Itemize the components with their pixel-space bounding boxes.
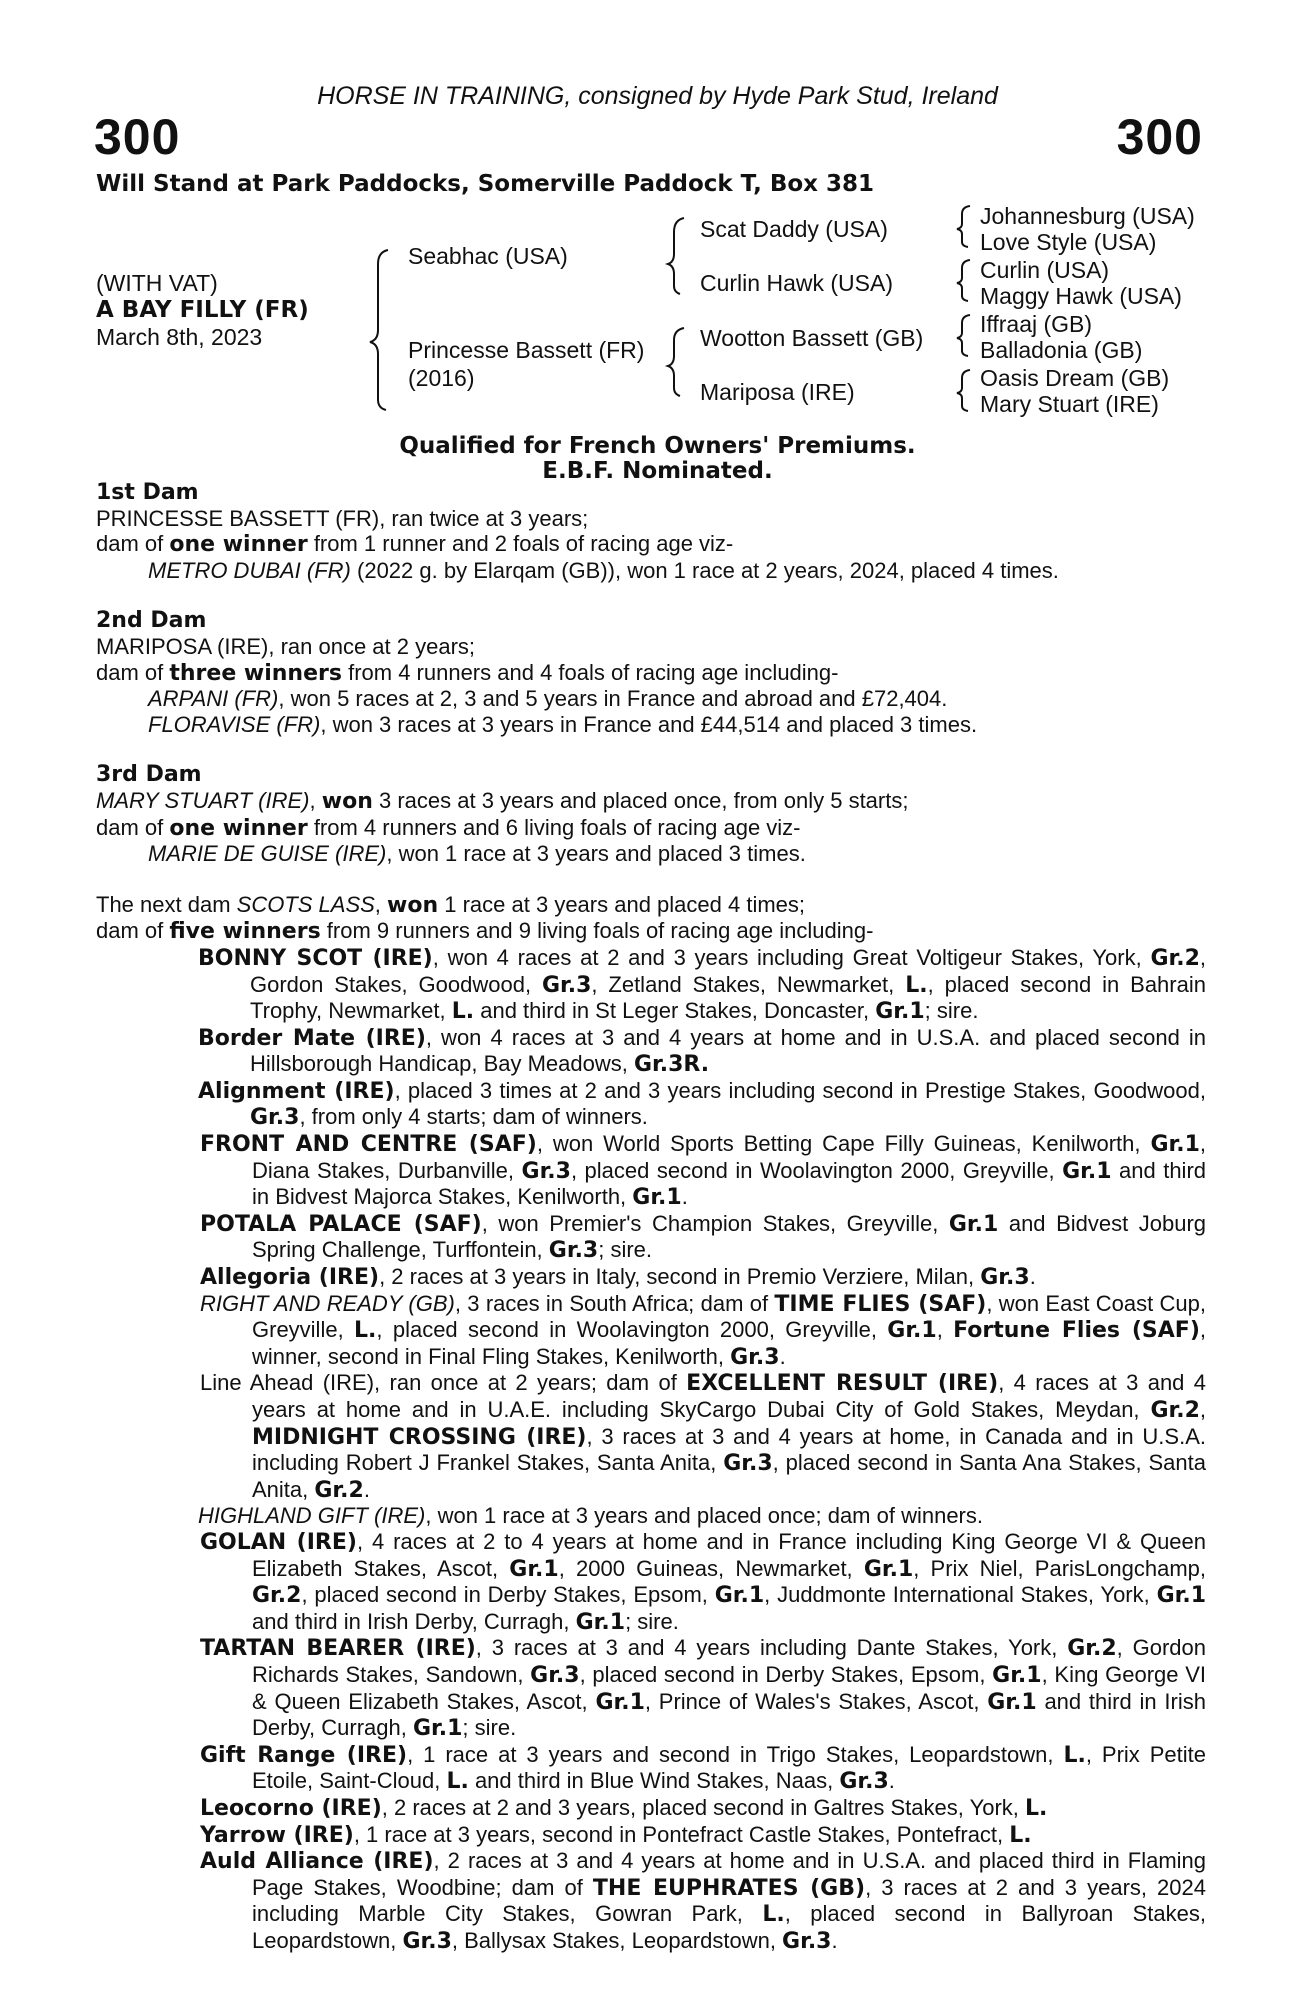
lot-number-right: 300 [1116, 109, 1203, 165]
pedigree-g8: Mary Stuart (IRE) [980, 391, 1159, 417]
produce-auld-alliance: Auld Alliance (IRE), 2 races at 3 and 4 years at home and in U.S.A. and placed third in Flaming Page Stakes, Woodbine; dam of THE EUPHRATES (GB), 3 races at 2 and 3 years, 2024 including Marble City Stakes, Gowran Park, L., placed second in Ballyroan Stakes, Leopardstown, Gr.3, Ballysax Stakes, Leopardstown, Gr.3. [200, 1848, 1207, 1954]
next-dam-line-2: dam of five winners from 9 runners and 9 living foals of racing age including- [96, 918, 874, 945]
first-dam-heading: 1st Dam [96, 480, 199, 505]
first-dam-line-2: dam of one winner from 1 runner and 2 foals of racing age viz- [96, 531, 734, 558]
produce-yarrow: Yarrow (IRE), 1 race at 3 years, second in Pontefract Castle Stakes, Pontefract, L. [200, 1821, 1032, 1848]
catalogue-body [96, 480, 1206, 1954]
produce-highland-gift: HIGHLAND GIFT (IRE), won 1 race at 3 years and placed once; dam of winners. [198, 1503, 983, 1529]
produce-tartan-bearer: TARTAN BEARER (IRE), 3 races at 3 and 4 years including Dante Stakes, York, Gr.2, Gordon Richards Stakes, Sandown, Gr.3, placed second in Derby Stakes, Epsom, Gr.1, King George VI & Queen Elizabeth Stakes, Ascot, Gr.1, Prince of Wales's Stakes, Ascot, Gr.1 and third in Irish Derby, Curragh, Gr.1; sire. [200, 1635, 1206, 1742]
produce-gift-range: Gift Range (IRE), 1 race at 3 years and second in Trigo Stakes, Leopardstown, L., Prix Petite Etoile, Saint-Cloud, L. and third in Blue Wind Stakes, Naas, Gr.3. [200, 1741, 1206, 1795]
horse-name: A BAY FILLY (FR) [96, 297, 309, 323]
produce-potala-palace: POTALA PALACE (SAF), won Premier's Champion Stakes, Greyville, Gr.1 and Bidvest Joburg Spring Challenge, Turffontein, Gr.3; sire. [200, 1210, 1207, 1264]
second-dam-line-2: dam of three winners from 4 runners and 4 foals of racing age including- [96, 659, 839, 686]
pedigree-g1: Johannesburg (USA) [980, 203, 1195, 229]
produce-leocorno: Leocorno (IRE), 2 races at 2 and 3 years, placed second in Galtres Stakes, York, L. [200, 1794, 1048, 1821]
pedigree-g5: Iffraaj (GB) [980, 311, 1093, 337]
bracket-g12 [957, 206, 970, 247]
second-dam-heading: 2nd Dam [96, 608, 207, 634]
premiums-note: Qualified for French Owners' Premiums. [399, 433, 916, 459]
pedigree-dam-sire: Wootton Bassett (GB) [700, 325, 924, 351]
consignment-line: HORSE IN TRAINING, consigned by Hyde Park Stud, Ireland [317, 82, 998, 110]
produce-alignment: Alignment (IRE), placed 3 times at 2 and 3 years including second in Prestige Stakes, Goodwood, Gr.3, from only 4 starts; dam of winners. [198, 1077, 1206, 1131]
produce-line-ahead: Line Ahead (IRE), ran once at 2 years; dam of EXCELLENT RESULT (IRE), 4 races at 3 and 4 years at home and in U.A.E. including SkyCargo Dubai City of Gold Stakes, Meydan, Gr.2, MIDNIGHT CROSSING (IRE), 3 races at 3 and 4 years at home, in Canada and in U.S.A. including Robert J Frankel Stakes, Santa Anita, Gr.3, placed second in Santa Ana Stakes, Santa Anita, Gr.2. [200, 1370, 1207, 1503]
pedigree-dam-year: (2016) [408, 365, 475, 391]
produce-right-and-ready: RIGHT AND READY (GB), 3 races in South Africa; dam of TIME FLIES (SAF), won East Coast Cup, Greyville, L., placed second in Woolavington 2000, Greyville, Gr.1, Fortune Flies (SAF), winner, second in Final Fling Stakes, Kenilworth, Gr.3. [200, 1290, 1207, 1370]
lot-number-left: 300 [94, 109, 181, 165]
bracket-dam [668, 328, 684, 396]
produce-border-mate: Border Mate (IRE), won 4 races at 3 and 4 years at home and in U.S.A. and placed second in Hillsborough Handicap, Bay Meadows, Gr.3R. [198, 1024, 1206, 1078]
second-dam-line-4: FLORAVISE (FR), won 3 races at 3 years in France and £44,514 and placed 3 times. [148, 711, 978, 737]
pedigree-dam-dam: Mariposa (IRE) [700, 379, 855, 405]
pedigree-sire-dam: Curlin Hawk (USA) [700, 270, 893, 296]
foaled-date: March 8th, 2023 [96, 324, 263, 350]
produce-front-and-centre: FRONT AND CENTRE (SAF), won World Sports Betting Cape Filly Guineas, Kenilworth, Gr.1, Diana Stakes, Durbanville, Gr.3, placed second in Woolavington 2000, Greyville, Gr.1 and third in Bidvest Majorca Stakes, Kenilworth, Gr.1. [200, 1131, 1207, 1211]
third-dam-line-2: dam of one winner from 4 runners and 6 living foals of racing age viz- [96, 814, 801, 841]
next-dam-line-1: The next dam SCOTS LASS, won 1 race at 3 years and placed 4 times; [96, 891, 806, 918]
third-dam-heading: 3rd Dam [96, 762, 202, 788]
pedigree-g4: Maggy Hawk (USA) [980, 283, 1182, 309]
second-dam-line-3: ARPANI (FR), won 5 races at 2, 3 and 5 years in France and abroad and £72,404. [148, 686, 948, 712]
bracket-g34 [957, 260, 970, 301]
pedigree-g3: Curlin (USA) [980, 257, 1110, 283]
pedigree-dam: Princesse Bassett (FR) [408, 337, 645, 363]
produce-golan: GOLAN (IRE), 4 races at 2 to 4 years at home and in France including King George VI & Queen Elizabeth Stakes, Ascot, Gr.1, 2000 Guineas, Newmarket, Gr.1, Prix Niel, ParisLongchamp, Gr.2, placed second in Derby Stakes, Epsom, Gr.1, Juddmonte International Stakes, York, Gr.1 and third in Irish Derby, Curragh, Gr.1; sire. [200, 1528, 1207, 1635]
pedigree-g7: Oasis Dream (GB) [980, 365, 1170, 391]
pedigree-g6: Balladonia (GB) [980, 337, 1143, 363]
third-dam-line-3: MARIE DE GUISE (IRE), won 1 race at 3 years and placed 3 times. [148, 841, 806, 867]
bracket-g56 [957, 315, 970, 356]
second-dam-line-1: MARIPOSA (IRE), ran once at 2 years; [96, 633, 476, 659]
produce-allegoria: Allegoria (IRE), 2 races at 3 years in Italy, second in Premio Verziere, Milan, Gr.3. [200, 1264, 1036, 1291]
stand-location: Will Stand at Park Paddocks, Somerville Paddock T, Box 381 [96, 171, 875, 197]
pedigree-g2: Love Style (USA) [980, 229, 1157, 255]
bracket-sire [668, 218, 684, 294]
pedigree-sire-sire: Scat Daddy (USA) [700, 216, 888, 242]
bracket-g78 [957, 370, 970, 411]
third-dam-line-1: MARY STUART (IRE), won 3 races at 3 years and placed once, from only 5 starts; [96, 787, 909, 814]
first-dam-line-1: PRINCESSE BASSETT (FR), ran twice at 3 years; [96, 505, 589, 531]
produce-bonny-scot: BONNY SCOT (IRE), won 4 races at 2 and 3 years including Great Voltigeur Stakes, York, Gr.2, Gordon Stakes, Goodwood, Gr.3, Zetland Stakes, Newmarket, L., placed second in Bahrain Trophy, Newmarket, L. and third in St Leger Stakes, Doncaster, Gr.1; sire. [198, 944, 1206, 1025]
vat-label: (WITH VAT) [96, 270, 218, 296]
bracket-main [370, 250, 388, 410]
ebf-note: E.B.F. Nominated. [542, 458, 773, 484]
pedigree-sire: Seabhac (USA) [408, 243, 568, 269]
first-dam-line-3: METRO DUBAI (FR) (2022 g. by Elarqam (GB)), won 1 race at 2 years, 2024, placed 4 times. [148, 557, 1059, 583]
